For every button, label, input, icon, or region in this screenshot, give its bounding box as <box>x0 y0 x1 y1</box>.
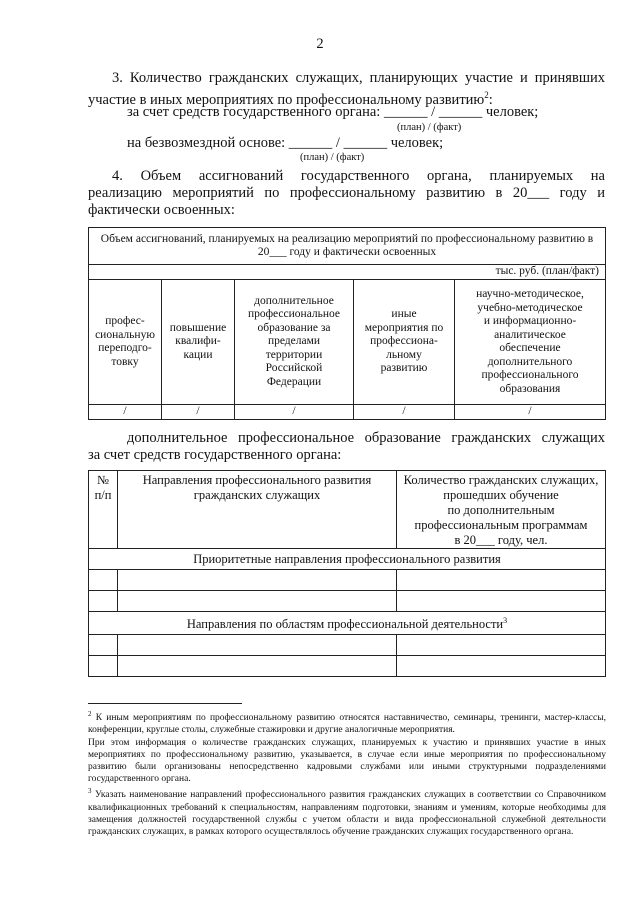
footnote-2-mark: 2 <box>88 710 92 718</box>
footnote-3-mark: 3 <box>88 787 92 796</box>
item4-line2: реализацию мероприятий по профессиональному развитию в 20___ году и <box>88 185 605 201</box>
table-cell <box>89 591 118 612</box>
cell-plan-fact: / <box>354 405 455 420</box>
table-cell <box>397 591 606 612</box>
col-qualification: повышение квалифи- кации <box>162 280 235 405</box>
col-abroad-education: дополнительное профессиональное образование за пределами территории Российской Федерации <box>235 280 354 405</box>
col-retraining: профес- сиональную переподго- товку <box>89 280 162 405</box>
col-direction: Направления профессионального развития гражданских служащих <box>118 471 397 549</box>
footnote-ref-3: 3 <box>503 616 508 626</box>
group-professional-areas-label: Направления по областям профессиональной деятельности <box>186 617 504 632</box>
item3-row2: на безвозмездной основе: ______ / ______ человек; <box>127 135 444 151</box>
group-priority-directions: Приоритетные направления профессионального развития <box>89 549 606 570</box>
cell-plan-fact: / <box>235 405 354 420</box>
table-cell <box>118 656 397 677</box>
footnote-2-continued: При этом информация о количестве гражданских служащих, планируемых к участию и принявших участие в иных мероприятиях по профессиональному развитию, указывается, в случае если иные мероприятия по профессиональному развитию были организованы непосредственно кадровыми службами или иными структурными подразделениями государственного органа. <box>88 737 606 785</box>
item3-row2-hint: (план) / (факт) <box>300 152 365 163</box>
item4-line1: 4. Объем ассигнований государственного органа, планируемых на <box>112 168 605 184</box>
section2-line1: дополнительное профессиональное образование гражданских служащих <box>127 430 605 446</box>
col-methodical-support: научно-методическое, учебно-методическое и информационно- аналитическое обеспечение дополнительного профессионального образования <box>455 280 606 405</box>
footnote-3-text: Указать наименование направлений профессионального развития гражданских служащих в соответствии со Справочником квалификационных требований к специальностям, направлениям подготовки, знаниям и умениям, которые необходимы для замещения должностей государственной службы с учетом области и вида профессиональной служебной деятельности гражданских служащих, в рамках которого осуществлялось обучение гражданских служащих государственного органа. <box>88 790 606 838</box>
col-number: № п/п <box>89 471 118 549</box>
allocations-table <box>88 227 606 420</box>
cell-plan-fact: / <box>162 405 235 420</box>
allocations-table-header: Объем ассигнований, планируемых на реализацию мероприятий по профессиональному развитию в 20___ году и фактически освоенных <box>89 228 606 265</box>
footnote-2-text: К иным мероприятиям по профессиональному развитию относятся наставничество, семинары, тренинги, мастер-классы, конференции, круглые столы, служебные стажировки и другие аналогичные мероприятия. <box>88 713 606 736</box>
col-other-events: иные мероприятия по профессиона- льному развитию <box>354 280 455 405</box>
item3-row1: за счет средств государственного органа: ______ / ______ человек; <box>127 104 539 120</box>
item3-line2-text: участие в иных мероприятиях по профессиональному развитию <box>88 91 485 108</box>
group-professional-areas <box>89 612 606 635</box>
footnote-2 <box>88 708 606 737</box>
education-table <box>88 470 606 677</box>
table-cell <box>89 635 118 656</box>
col-trained-count: Количество гражданских служащих, прошедших обучение по дополнительным профессиональным программам в 20___ году, чел. <box>397 471 606 549</box>
footnote-separator <box>88 703 242 704</box>
footnote-3 <box>88 785 606 838</box>
table-cell <box>118 635 397 656</box>
cell-plan-fact: / <box>89 405 162 420</box>
table-cell <box>397 635 606 656</box>
table-cell <box>397 656 606 677</box>
item3-line2-tail: : <box>488 91 493 108</box>
table-cell <box>118 591 397 612</box>
cell-plan-fact: / <box>455 405 606 420</box>
allocations-table-units: тыс. руб. (план/факт) <box>89 265 606 280</box>
item4-line3: фактически освоенных: <box>88 202 235 218</box>
footnotes <box>88 708 606 838</box>
footnote-ref-2: 2 <box>484 90 489 100</box>
page-number: 2 <box>316 36 324 52</box>
table-cell <box>89 656 118 677</box>
item3-row1-hint: (план) / (факт) <box>397 122 462 133</box>
section2-line2: за счет средств государственного органа: <box>88 447 342 463</box>
table-cell <box>89 570 118 591</box>
table-cell <box>397 570 606 591</box>
table-cell <box>118 570 397 591</box>
item3-line1: 3. Количество гражданских служащих, планирующих участие и принявших <box>112 70 605 86</box>
